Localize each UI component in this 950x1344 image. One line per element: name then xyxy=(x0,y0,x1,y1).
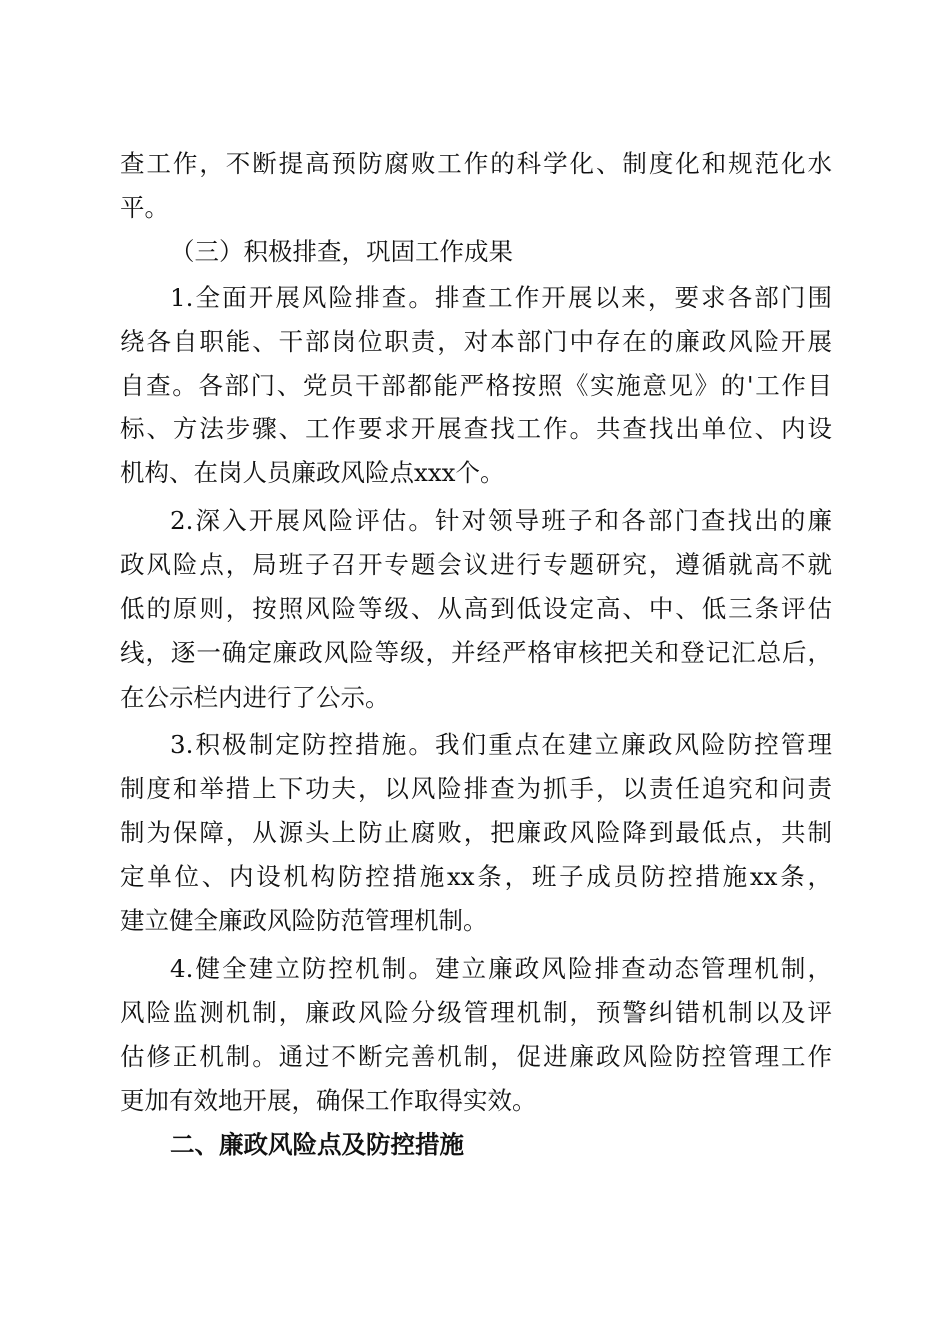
section-heading-3: （三）积极排查，巩固工作成果 xyxy=(170,237,513,266)
item-2-line-2: 政风险点，局班子召开专题会议进行专题研究，遵循就高不就 xyxy=(120,550,832,579)
item-2-line-4: 线，逐一确定廉政风险等级，并经严格审核把关和登记汇总后， xyxy=(120,638,832,667)
item-1-line-4: 标、方法步骤、工作要求开展查找工作。共查找出单位、内设 xyxy=(120,414,832,443)
paragraph-continuation-line-1: 查工作，不断提高预防腐败工作的科学化、制度化和规范化水 xyxy=(120,149,832,178)
item-4-line-1: 4.健全建立防控机制。建立廉政风险排查动态管理机制， xyxy=(170,954,832,983)
item-2-line-5: 在公示栏内进行了公示。 xyxy=(120,683,390,712)
item-2-line-1: 2.深入开展风险评估。针对领导班子和各部门查找出的廉 xyxy=(170,506,832,535)
item-1-line-3: 自查。各部门、党员干部都能严格按照《实施意见》的'工作目 xyxy=(120,371,832,400)
item-4-line-2: 风险监测机制，廉政风险分级管理机制，预警纠错机制以及评 xyxy=(120,998,832,1027)
item-4-line-3: 估修正机制。通过不断完善机制，促进廉政风险防控管理工作 xyxy=(120,1042,832,1071)
item-1-line-1: 1.全面开展风险排查。排查工作开展以来，要求各部门围 xyxy=(170,283,832,312)
item-1-line-2: 绕各自职能、干部岗位职责，对本部门中存在的廉政风险开展 xyxy=(120,327,832,356)
item-1-line-5: 机构、在岗人员廉政风险点xxx个。 xyxy=(120,458,505,487)
item-3-line-5: 建立健全廉政风险防范管理机制。 xyxy=(120,906,488,935)
item-4-line-4: 更加有效地开展，确保工作取得实效。 xyxy=(120,1086,537,1115)
item-3-line-4: 定单位、内设机构防控措施xx条，班子成员防控措施xx条， xyxy=(120,862,832,891)
item-3-line-3: 制为保障，从源头上防止腐败，把廉政风险降到最低点，共制 xyxy=(120,818,832,847)
item-3-line-2: 制度和举措上下功夫，以风险排查为抓手，以责任追究和问责 xyxy=(120,774,832,803)
item-2-line-3: 低的原则，按照风险等级、从高到低设定高、中、低三条评估 xyxy=(120,594,832,623)
item-3-line-1: 3.积极制定防控措施。我们重点在建立廉政风险防控管理 xyxy=(170,730,832,759)
paragraph-continuation-line-2: 平。 xyxy=(120,193,169,222)
section-heading-2: 二、廉政风险点及防控措施 xyxy=(170,1130,464,1159)
